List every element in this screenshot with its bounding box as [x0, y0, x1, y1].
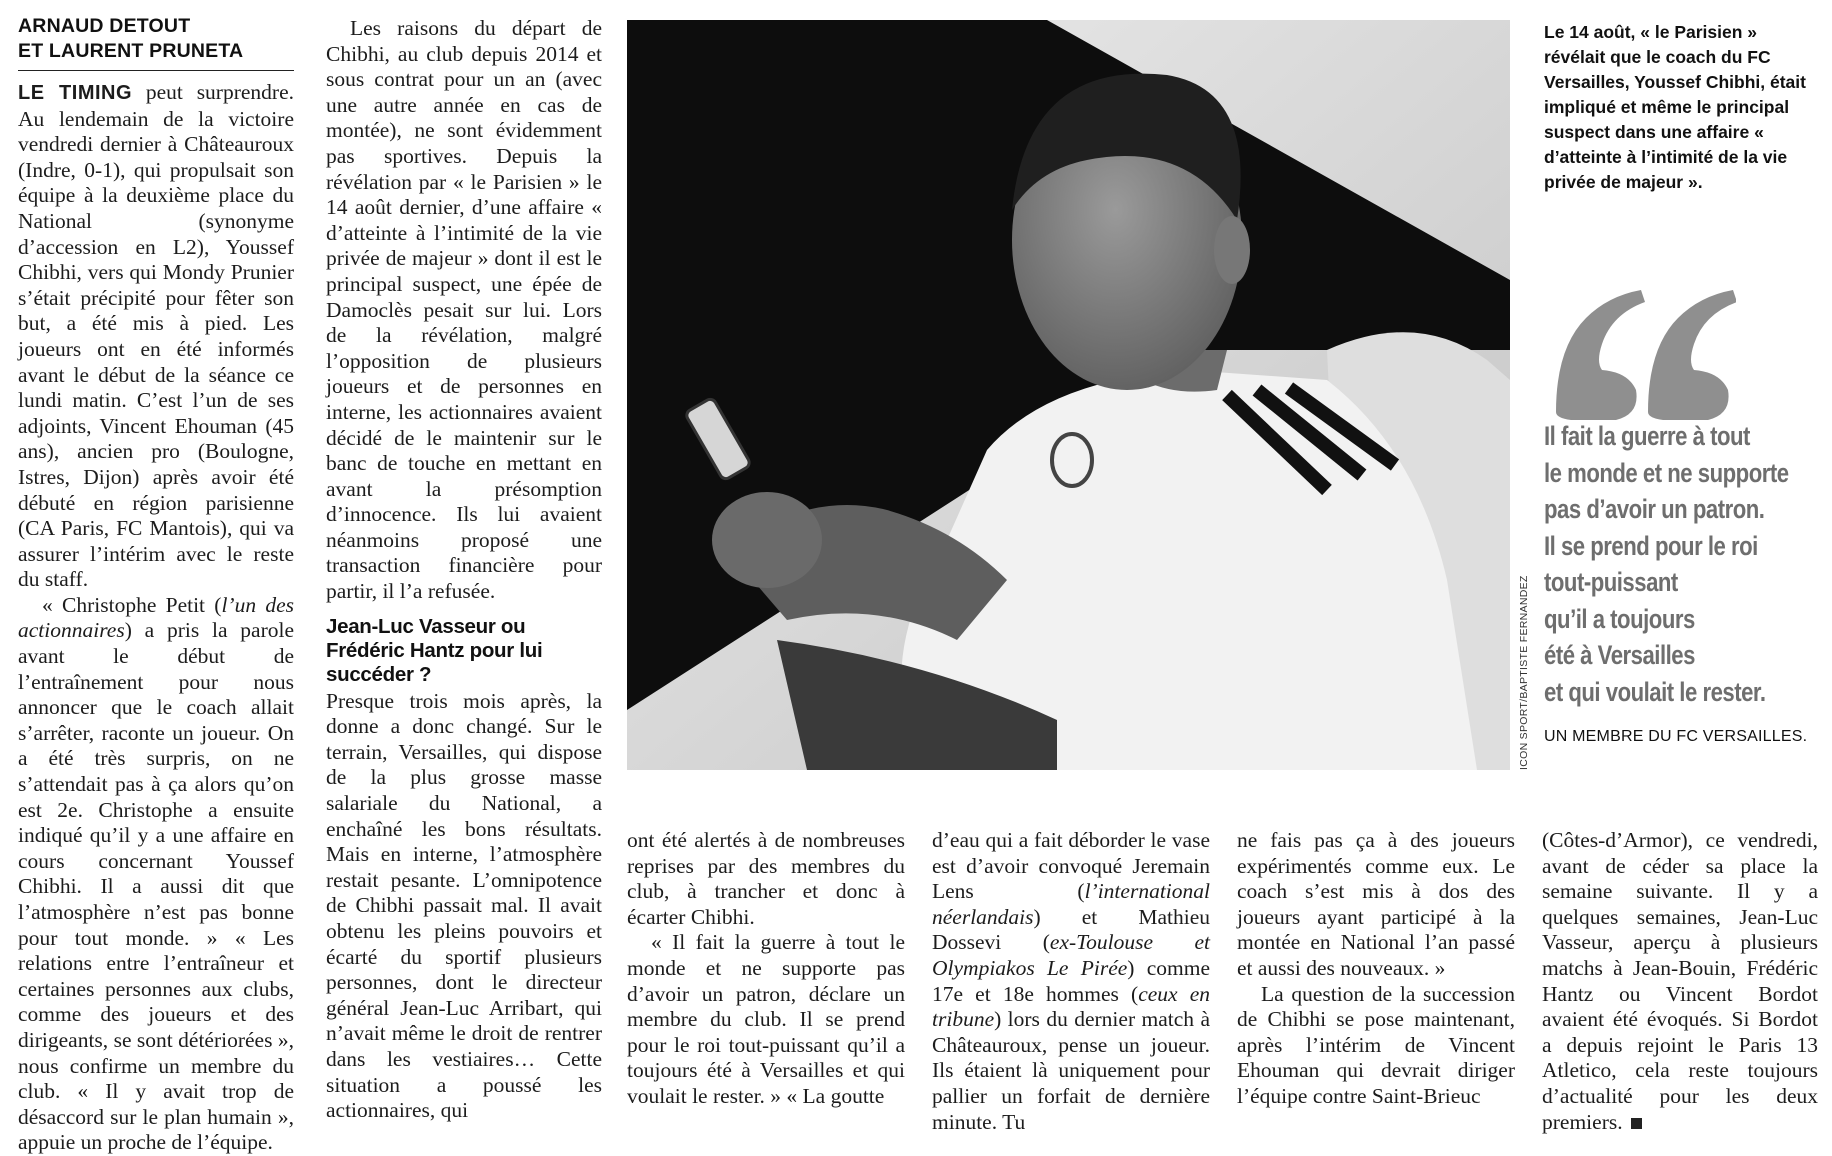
pull-quote-line: pas d’avoir un patron. — [1544, 494, 1765, 524]
pull-quote-line: et qui voulait le rester. — [1544, 676, 1766, 707]
text-run: ) et Mathieu Dossevi ( — [932, 904, 1210, 955]
article-column-5 — [1237, 828, 1515, 1110]
byline — [18, 14, 294, 71]
pull-quote-line: Il fait la guerre à tout — [1544, 421, 1750, 451]
italic-run: ex-Toulouse et Olympiakos Le Pirée — [932, 930, 1210, 980]
paragraph — [1542, 828, 1818, 1135]
article-column-1 — [18, 80, 294, 1156]
paragraph: La question de la succession de Chibhi se pose maintenant, après l’intérim de Vincent Ehouman qui devrait diriger l’équipe contre Saint-Brieuc — [1237, 981, 1515, 1108]
paragraph — [932, 828, 1210, 1135]
text-run: d’eau qui a fait déborder le vase est d’avoir convoqué Jeremain Lens ( — [932, 828, 1210, 904]
text-run: ) comme 17e et 18e hommes ( — [932, 955, 1210, 1006]
quote-attribution: UN MEMBRE DU FC VERSAILLES. — [1544, 728, 1808, 745]
paragraph: ont été alertés à de nombreuses reprises par des membres du club, à trancher et donc à écarter Chibhi. — [627, 828, 905, 929]
article-column-2 — [326, 16, 602, 1124]
pull-quote-line: qu’il a toujours — [1544, 603, 1695, 634]
photo-credit: ICON SPORT/BAPTISTE FERNANDEZ — [1518, 575, 1530, 770]
paragraph: « Il fait la guerre à tout le monde et ne supporte pas d’avoir un patron, déclare un membre du club. Il se prend pour le roi tout-puissant qu’il a toujours été à Versailles et qui voulait le rester. » « La goutte — [627, 930, 905, 1108]
pull-quote-line: été à Versailles — [1544, 640, 1695, 670]
italic-run: ceux en tribune — [932, 981, 1210, 1032]
text-run: ) a pris la parole avant le début de l’entraînement pour nous annoncer que le coach allait s’arrêter, raconte un joueur. On a été très surpris, on ne s’attendait pas à ça alors qu’on est 2e. Christophe a ensuite indiqué qu’il y a une affaire en cours concernant Youssef Chibhi. Il a aussi dit que l’atmosphère n’est pas bonne pour tout monde. » « Les relations entre l’entraîneur et certaines personnes aux clubs, comme des joueurs et des dirigeants, se sont détériorées », nous confirme un membre du club. « Il y avait trop de désaccord sur le plan humain », appuie un proche de l’équipe. — [18, 618, 294, 1155]
photo-caption: Le 14 août, « le Parisien » révélait que le coach du FC Versailles, Youssef Chibhi, était impliqué et même le principal suspect dans une affaire « d’atteinte à l’intimité de la vie privée de majeur ». — [1544, 22, 1806, 192]
article-column-6 — [1542, 828, 1818, 1135]
byline-author-2: ET LAURENT PRUNETA — [18, 40, 244, 62]
paragraph: Presque trois mois après, la donne a donc changé. Sur le terrain, Versailles, qui dispose de la plus grosse masse salariale du National, a enchaîné les bons résultats. Mais en interne, l’atmosphère restait pesante. L’omnipotence de Chibhi passait mal. Il avait obtenu les pleins pouvoirs et écarté du sportif plusieurs personnes, dont le directeur général Jean-Luc Arribart, qui n’avait même le droit de rentrer dans les vestiaires… Cette situation a poussé les actionnaires, qui — [326, 688, 602, 1123]
pull-quote-line: Il se prend pour le roi — [1544, 530, 1758, 561]
subheading: Jean-Luc Vasseur ou Frédéric Hantz pour lui succéder ? — [326, 614, 543, 686]
article-column-4 — [932, 828, 1210, 1135]
text-run: (Côtes-d’Armor), ce vendredi, avant de céder sa place la semaine suivante. Il y a quelques semaines, Jean-Luc Vasseur, aperçu à plusieurs matchs à Jean-Bouin, Frédéric Hantz ou Vincent Bordot avaient été évoqués. Si Bordot a depuis rejoint le Paris 13 Atletico, cela reste toujours d’actualité pour les deux premiers. — [1542, 828, 1818, 1134]
article-column-3 — [627, 828, 905, 1110]
paragraph — [18, 593, 294, 1156]
pull-quote-line: tout-puissant — [1544, 567, 1678, 597]
paragraph: Les raisons du départ de Chibhi, au club depuis 2014 et sous contrat pour un an (avec une autre année en cas de montée), ne sont évidemment pas sportives. Depuis la révélation par « le Parisien » le 14 août dernier, d’une affaire « d’atteinte à l’intimité de la vie privée de majeur » dont il est le principal suspect, une épée de Damoclès pesait sur lui. Lors de la révélation, malgré l’opposition de plusieurs joueurs et de personnes en interne, les actionnaires avaient décidé de le maintenir sur le banc de touche en mettant en avant la présomption d’innocence. Ils lui avaient néanmoins proposé une transaction financière pour partir, il l’a refusée. — [326, 16, 602, 604]
end-mark-icon — [1631, 1118, 1642, 1129]
quote-mark-icon — [1546, 290, 1736, 420]
italic-run: l’international néerlandais — [932, 879, 1210, 929]
coach-photo — [627, 20, 1510, 770]
paragraph: ne fais pas ça à des joueurs expérimentés comme eux. Le coach s’est mis à dos des joueurs ayant participé à la montée en National l’an passé et aussi des nouveaux. » — [1237, 828, 1515, 980]
lead-paragraph — [18, 80, 294, 593]
pull-quote-line: le monde et ne supporte — [1544, 457, 1789, 488]
lead-in: LE TIMING — [18, 82, 133, 104]
text-run: ) lors du dernier match à Châteauroux, pense un joueur. Ils étaient là uniquement pour pallier un forfait de dernière minute. Tu — [932, 1007, 1210, 1134]
pull-quote — [1544, 418, 1789, 710]
italic-run: l’un des actionnaires — [18, 592, 294, 643]
lead-text: peut surprendre. Au lendemain de la victoire vendredi dernier à Châteauroux (Indre, 0-1), qui propulsait son équipe à la deuxième place du National (synonyme d’accession en L2), Youssef Chibhi, vers qui Mondy Prunier s’était précipité pour fêter son but, a été mis à pied. Les joueurs ont en été informés avant le début de la séance ce lundi matin. C’est l’un de ses adjoints, Vincent Ehouman (45 ans), ancien pro (Boulogne, Istres, Dijon) après avoir été débuté en région parisienne (CA Paris, FC Mantois), qui va assurer l’intérim avec le reste du staff. — [18, 80, 294, 592]
text-run: « Christophe Petit ( — [42, 592, 222, 617]
byline-author-1: ARNAUD DETOUT — [18, 15, 191, 37]
